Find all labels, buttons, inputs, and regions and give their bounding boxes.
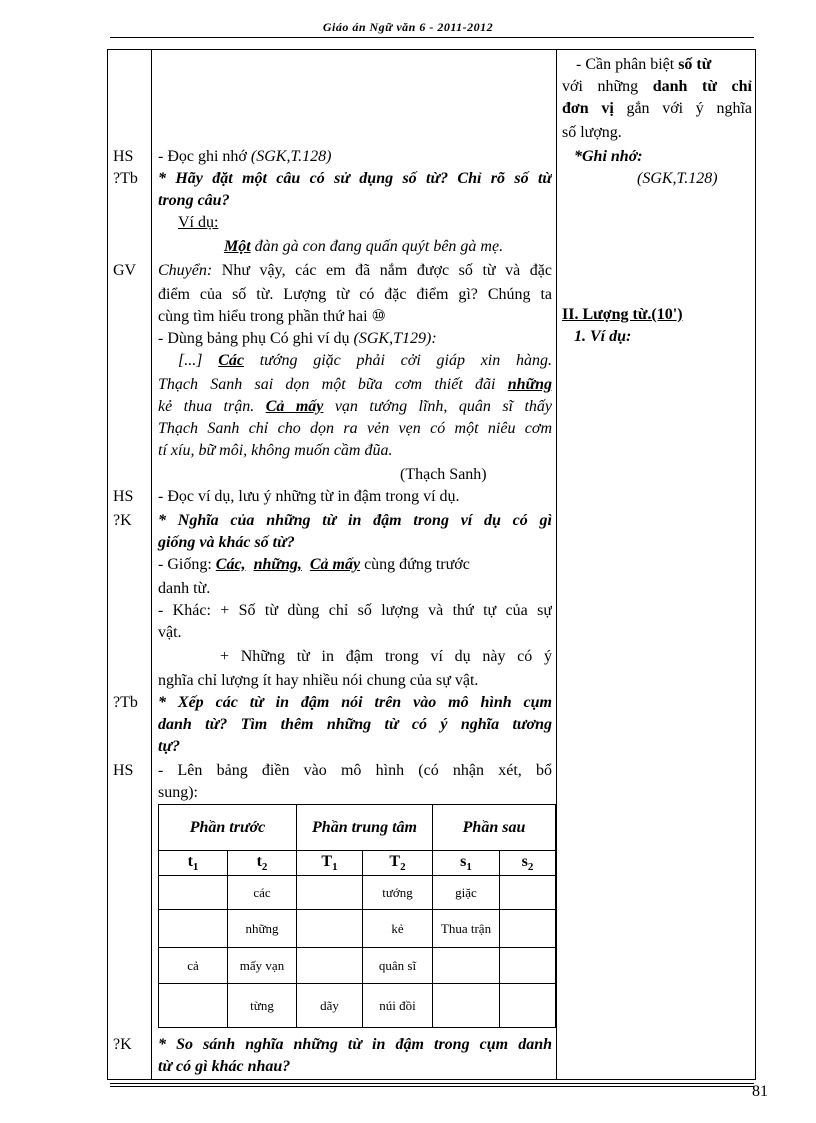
slot-T1: $T_1$ (297, 851, 363, 876)
question-line: * Xếp các từ in đậm nói trên vào mô hình cụm (158, 694, 552, 711)
table-cell: các (228, 876, 297, 910)
question-line: * So sánh nghĩa những từ in đậm trong cụm danh (158, 1036, 552, 1053)
header-after: Phần sau (433, 805, 556, 851)
table-cell (500, 948, 556, 984)
table-cell: giặc (433, 876, 500, 910)
table-cell (433, 948, 500, 984)
page-header: Giáo án Ngữ văn 6 - 2011-2012 (322, 20, 494, 34)
example-line: Thạch Sanh sai dọn một bữa cơm thiết đãi những (158, 376, 552, 393)
subsection-heading: 1. Ví dụ: (574, 328, 632, 345)
role-label: HS (113, 488, 134, 505)
text-line: danh từ. (158, 580, 211, 597)
footer-rule (110, 1086, 754, 1087)
table-cell (500, 876, 556, 910)
role-label: ?K (113, 512, 132, 529)
table-cell: cả (159, 948, 228, 984)
note-line: đơn vị gắn với ý nghĩa (562, 100, 752, 117)
table-row (159, 948, 556, 984)
table-cell (433, 984, 500, 1028)
text-line: Ví dụ: (178, 214, 219, 231)
table-cell: tướng (363, 876, 433, 910)
header-rule (110, 37, 754, 38)
slot-t2: $t_2$ (228, 851, 297, 876)
table-cell (159, 876, 228, 910)
text-line: Chuyển: Như vậy, các em đã nắm được số từ và đặc (158, 262, 552, 279)
table-cell (159, 910, 228, 948)
text-line: vật. (158, 624, 182, 641)
footer-rule (110, 1083, 754, 1084)
text-line: - Dùng bảng phụ Có ghi ví dụ (SGK,T129): (158, 330, 437, 347)
role-label: ?K (113, 1036, 132, 1053)
table-cell (159, 984, 228, 1028)
text-line: - Giống: Các, những, Cả mấy cùng đứng trước (158, 556, 470, 573)
text-line: + Những từ in đậm trong ví dụ này có ý (220, 648, 552, 665)
example-line: tí xíu, bữ môi, không muốn cầm đũa. (158, 442, 393, 459)
slot-s2: $s_2$ (500, 851, 556, 876)
table-cell: mấy vạn (228, 948, 297, 984)
slot-t1: $t_1$ (159, 851, 228, 876)
table-cell (500, 910, 556, 948)
table-row (159, 910, 556, 948)
table-cell: quân sĩ (363, 948, 433, 984)
memo-ref: (SGK,T.128) (637, 170, 718, 187)
question-line: tự? (158, 738, 181, 755)
table-cell: Thua trận (433, 910, 500, 948)
section-heading: II. Lượng từ.(10') (562, 306, 683, 323)
text-line: - Đọc ghi nhớ (SGK,T.128) (158, 148, 332, 165)
note-line: - Cần phân biệt số từ (576, 56, 712, 73)
text-line: nghĩa chỉ lượng ít hay nhiều nói chung của sự vật. (158, 672, 479, 689)
role-label: HS (113, 148, 134, 165)
column-divider (556, 50, 557, 1079)
question-line: * Nghĩa của những từ in đậm trong ví dụ có gì (158, 512, 552, 529)
role-label: ?Tb (113, 694, 138, 711)
question-line: trong câu? (158, 192, 230, 209)
question-line: * Hãy đặt một câu có sử dụng số từ? Chỉ rõ số từ (158, 170, 552, 187)
slot-T2: $T_2$ (363, 851, 433, 876)
text-line: cùng tìm hiểu trong phần thứ hai ⑩ (158, 308, 386, 325)
table-cell: núi đồi (363, 984, 433, 1028)
example-line: kẻ thua trận. Cả mấy vạn tướng lĩnh, quân sĩ thấy (158, 398, 552, 415)
role-label: GV (113, 262, 137, 279)
source-line: (Thạch Sanh) (400, 466, 487, 483)
text-line: - Đọc ví dụ, lưu ý những từ in đậm trong ví dụ. (158, 488, 460, 505)
table-cell (297, 876, 363, 910)
text-line: điểm của số từ. Lượng từ có đặc điểm gì? Chúng ta (158, 286, 552, 303)
note-line: với những danh từ chỉ (562, 78, 752, 95)
text-line: - Khác: + Số từ dùng chỉ số lượng và thứ tự của sự (158, 602, 552, 619)
question-line: giống và khác số từ? (158, 534, 295, 551)
table-row (159, 984, 556, 1028)
role-label: HS (113, 762, 134, 779)
column-divider (151, 50, 152, 1079)
question-line: danh từ? Tìm thêm những từ có ý nghĩa tương (158, 716, 552, 733)
table-row (159, 876, 556, 910)
table-cell (297, 948, 363, 984)
table-cell (500, 984, 556, 1028)
table-cell: từng (228, 984, 297, 1028)
role-label: ?Tb (113, 170, 138, 187)
memo-heading: *Ghi nhớ: (574, 148, 643, 165)
text-line: sung): (158, 784, 198, 801)
header-before: Phần trước (159, 805, 297, 851)
example-line: Thạch Sanh chỉ cho dọn ra vẻn vẹn có một niêu cơm (158, 420, 552, 437)
table-cell: kẻ (363, 910, 433, 948)
header-center: Phần trung tâm (297, 805, 433, 851)
page-number: 81 (752, 1083, 768, 1100)
noun-phrase-model-table (158, 804, 556, 1028)
table-cell (297, 910, 363, 948)
text-line: Một đàn gà con đang quấn quýt bên gà mẹ. (224, 238, 504, 255)
text-line: - Lên bảng điền vào mô hình (có nhận xét, bổ (158, 762, 552, 779)
table-cell: dãy (297, 984, 363, 1028)
note-line: số lượng. (562, 124, 622, 141)
example-line: [...] Các tướng giặc phải cởi giáp xin hàng. (178, 352, 552, 369)
table-cell: những (228, 910, 297, 948)
question-line: từ có gì khác nhau? (158, 1058, 291, 1075)
slot-s1: $s_1$ (433, 851, 500, 876)
